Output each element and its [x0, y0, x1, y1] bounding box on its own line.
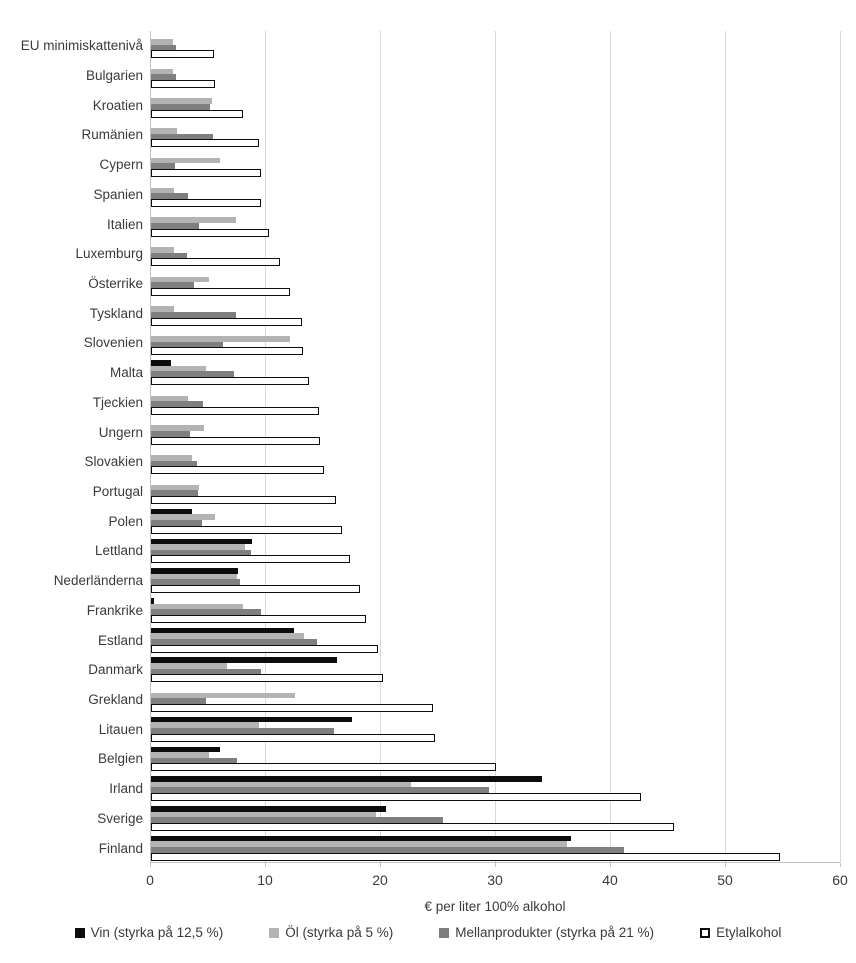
bar [151, 555, 350, 563]
category-label-Estland: Estland [97, 632, 143, 648]
bar-group-Italien [151, 209, 840, 239]
bar-group-Polen [151, 506, 840, 536]
bar [151, 377, 309, 385]
bar [151, 50, 214, 58]
bar [151, 734, 435, 742]
bar [151, 704, 433, 712]
x-tick-label-20: 20 [372, 872, 388, 888]
bar [151, 645, 378, 653]
category-label-Lettland: Lettland [94, 543, 143, 559]
bar-group-Cypern [151, 150, 840, 180]
bar-group-Slovakien [151, 447, 840, 477]
bar-group-Nederländerna [151, 566, 840, 596]
category-axis-labels [0, 31, 143, 863]
bar-group-Estland [151, 625, 840, 655]
axis-tick-20 [380, 863, 381, 867]
value-axis-tick-labels [0, 872, 856, 888]
legend-swatch-icon [75, 928, 85, 938]
legend-item [700, 925, 781, 940]
bar [151, 585, 360, 593]
axis-tick-0 [150, 863, 151, 867]
legend-label: Mellanprodukter (styrka på 21 %) [455, 925, 655, 940]
category-label-Slovenien: Slovenien [83, 335, 143, 351]
bar-group-Rumänien [151, 120, 840, 150]
bar-group-Portugal [151, 477, 840, 507]
category-label-Irland: Irland [109, 781, 143, 797]
category-label-Österrike: Österrike [88, 276, 143, 292]
category-label-Finland: Finland [98, 840, 143, 856]
category-label-Frankrike: Frankrike [86, 602, 143, 618]
legend-swatch-icon [439, 928, 449, 938]
category-label-Litauen: Litauen [98, 721, 143, 737]
legend-swatch-icon [269, 928, 279, 938]
bar-group-Tjeckien [151, 388, 840, 418]
bar [151, 347, 303, 355]
bar [151, 169, 261, 177]
bar-group-Lettland [151, 536, 840, 566]
bar [151, 288, 290, 296]
category-label-Belgien: Belgien [97, 751, 143, 767]
bar-group-Bulgarien [151, 61, 840, 91]
bar [151, 229, 269, 237]
bar-group-Litauen [151, 714, 840, 744]
legend-label: Etylalkohol [716, 925, 782, 940]
bar [151, 318, 302, 326]
x-tick-label-10: 10 [257, 872, 273, 888]
x-tick-label-60: 60 [832, 872, 848, 888]
category-label-Kroatien: Kroatien [92, 97, 143, 113]
x-tick-label-30: 30 [487, 872, 503, 888]
category-label-Danmark: Danmark [88, 662, 143, 678]
legend-item [75, 925, 224, 940]
category-label-EU minimiskattenivå: EU minimiskattenivå [20, 38, 143, 54]
bar-group-Tyskland [151, 298, 840, 328]
bar-group-Luxemburg [151, 239, 840, 269]
category-label-Malta: Malta [109, 365, 143, 381]
category-label-Rumänien: Rumänien [81, 127, 143, 143]
category-label-Sverige: Sverige [97, 810, 143, 826]
bar [151, 853, 780, 861]
axis-tick-40 [610, 863, 611, 867]
bar-group-Sverige [151, 804, 840, 834]
x-tick-label-40: 40 [602, 872, 618, 888]
bar-group-Österrike [151, 269, 840, 299]
bar [151, 526, 342, 534]
legend-label: Vin (styrka på 12,5 %) [90, 925, 224, 940]
category-label-Cypern: Cypern [99, 157, 143, 173]
bar-group-Danmark [151, 655, 840, 685]
gridline-60 [840, 31, 841, 862]
bar [151, 466, 324, 474]
bar [151, 437, 320, 445]
category-label-Grekland: Grekland [88, 692, 143, 708]
bar [151, 110, 243, 118]
bar-group-Kroatien [151, 90, 840, 120]
axis-tick-10 [265, 863, 266, 867]
bar [151, 407, 319, 415]
category-label-Slovakien: Slovakien [84, 454, 143, 470]
bar [151, 615, 366, 623]
category-label-Ungern: Ungern [98, 424, 143, 440]
legend [0, 925, 856, 940]
bar-group-Spanien [151, 180, 840, 210]
axis-tick-30 [495, 863, 496, 867]
x-axis-title: € per liter 100% alkohol [424, 899, 566, 914]
bar [151, 674, 383, 682]
bar [151, 496, 336, 504]
bar [151, 139, 259, 147]
category-label-Bulgarien: Bulgarien [85, 68, 143, 84]
category-label-Tyskland: Tyskland [89, 305, 143, 321]
bar [151, 763, 496, 771]
bar-group-Grekland [151, 685, 840, 715]
plot-area [150, 31, 840, 863]
legend-swatch-icon [700, 928, 710, 938]
legend-label: Öl (styrka på 5 %) [285, 925, 394, 940]
axis-tick-60 [840, 863, 841, 867]
bar [151, 80, 215, 88]
category-label-Luxemburg: Luxemburg [75, 246, 143, 262]
category-label-Tjeckien: Tjeckien [92, 394, 143, 410]
category-label-Italien: Italien [106, 216, 143, 232]
bar [151, 793, 641, 801]
category-label-Polen: Polen [108, 513, 143, 529]
legend-item [439, 925, 654, 940]
category-label-Spanien: Spanien [93, 186, 143, 202]
bar-group-Irland [151, 774, 840, 804]
legend-item [269, 925, 393, 940]
category-label-Nederländerna: Nederländerna [53, 573, 143, 589]
bar [151, 199, 261, 207]
bar-group-EU minimiskattenivå [151, 31, 840, 61]
bar [151, 823, 674, 831]
bar-group-Slovenien [151, 328, 840, 358]
bar-group-Belgien [151, 744, 840, 774]
bar [151, 258, 280, 266]
bar-group-Frankrike [151, 596, 840, 626]
x-tick-label-50: 50 [717, 872, 733, 888]
x-tick-label-0: 0 [146, 872, 154, 888]
bar-group-Ungern [151, 417, 840, 447]
bar-group-Malta [151, 358, 840, 388]
category-label-Portugal: Portugal [92, 484, 143, 500]
axis-tick-50 [725, 863, 726, 867]
bar-group-Finland [151, 833, 840, 863]
